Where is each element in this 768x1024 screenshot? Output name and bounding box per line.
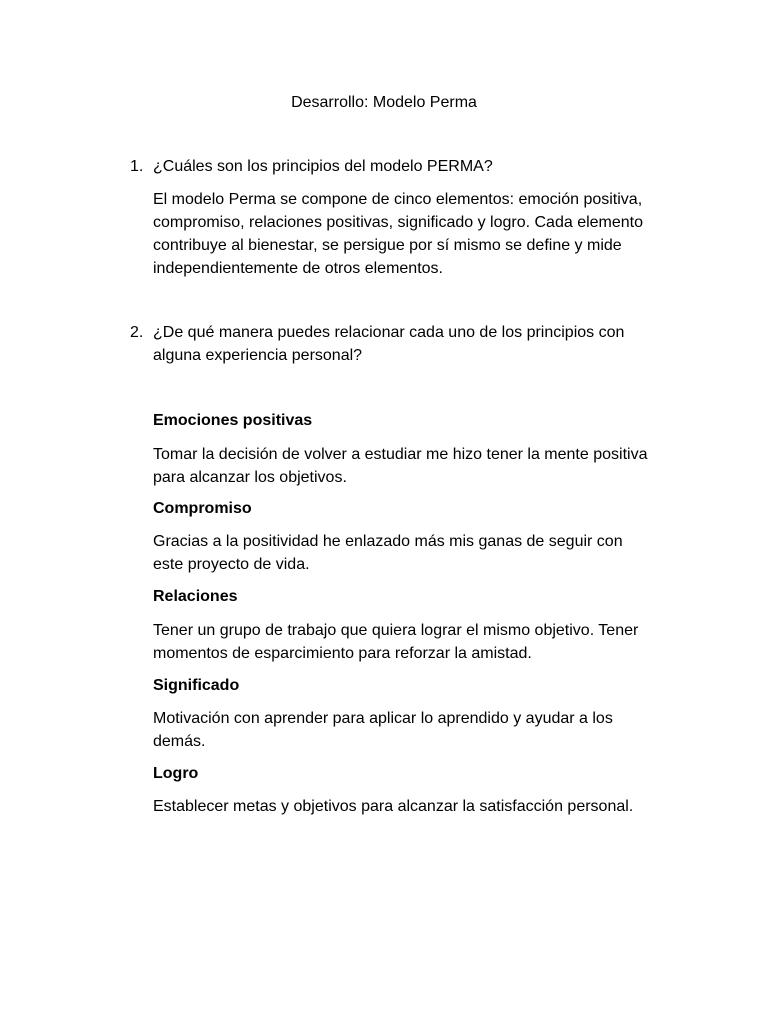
section-body-logro: Establecer metas y objetivos para alcanzar la satisfacción personal. (153, 798, 634, 815)
section-heading-compromiso: Compromiso (153, 500, 252, 517)
section-body-compromiso: Gracias a la positividad he enlazado más mis ganas de seguir con este proyecto de vida. (153, 533, 623, 573)
section-heading-logro: Logro (153, 765, 199, 782)
question-number: 1. (130, 158, 144, 175)
question-1-answer: El modelo Perma se compone de cinco elementos: emoción positiva, compromiso, relaciones positivas, significado y logro. Cada elemento contribuye al bienestar, se persigue por sí mismo se define y mide independientemente de otros elementos. (153, 191, 644, 277)
section-heading-relaciones: Relaciones (153, 588, 238, 605)
section-heading-emociones: Emociones positivas (153, 412, 313, 429)
section-body-emociones: Tomar la decisión de volver a estudiar me hizo tener la mente positiva para alcanzar los objetivos. (153, 446, 648, 486)
section-heading-significado: Significado (153, 677, 240, 694)
question-text: ¿De qué manera puedes relacionar cada uno de los principios con alguna experiencia personal? (153, 324, 625, 364)
question-text: ¿Cuáles son los principios del modelo PERMA? (153, 158, 493, 175)
question-number: 2. (130, 324, 144, 341)
question-2 (130, 321, 650, 367)
question-1 (130, 155, 650, 178)
section-body-relaciones: Tener un grupo de trabajo que quiera lograr el mismo objetivo. Tener momentos de esparcimiento para reforzar la amistad. (153, 622, 639, 662)
section-body-significado: Motivación con aprender para aplicar lo aprendido y ayudar a los demás. (153, 710, 613, 750)
document-title: Desarrollo: Modelo Perma (291, 94, 477, 111)
